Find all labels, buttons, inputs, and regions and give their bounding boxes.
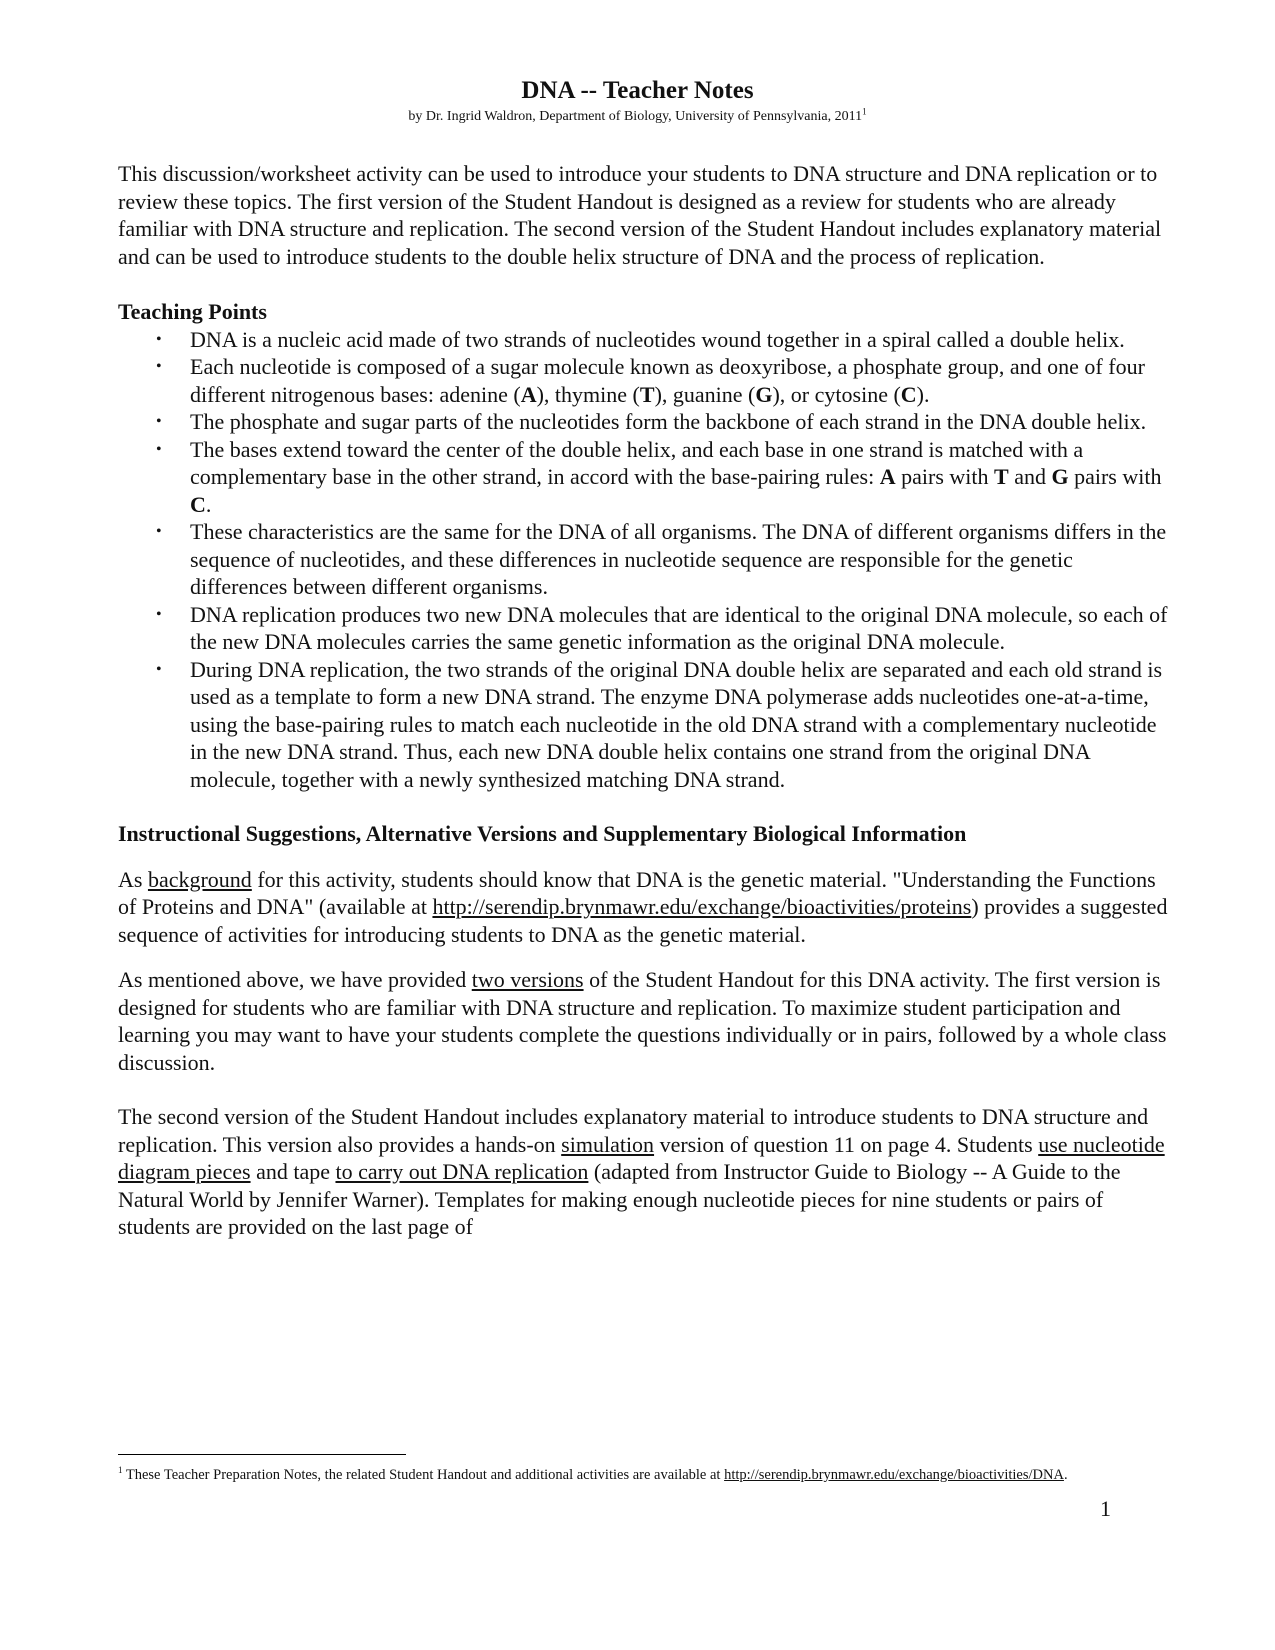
- list-item-text: During DNA replication, the two strands of the original DNA double helix are separated and each old strand is used as a template to form a new DNA strand. The enzyme DNA polymerase adds nucleotides one-at-a-time, using the base-pairing rules to match each nucleotide in the old DNA strand with a complementary nucleotide in the new DNA strand. Thus, each new DNA double helix contains one strand from the original DNA molecule, together with a newly synthesized matching DNA strand.: [190, 656, 1163, 792]
- document-title: DNA -- Teacher Notes: [521, 77, 754, 104]
- list-item-text: The phosphate and sugar parts of the nucleotides form the backbone of each strand in the DNA double helix.: [190, 409, 1147, 434]
- bullet-icon: •: [156, 358, 162, 375]
- base-letter: C: [190, 491, 206, 517]
- byline-text: by Dr. Ingrid Waldron, Department of Biology, University of Pennsylvania, 2011: [408, 109, 863, 124]
- base-letter: T: [994, 464, 1009, 489]
- proteins-activity-link[interactable]: http://serendip.brynmawr.edu/exchange/bioactivities/proteins: [432, 894, 972, 919]
- underlined-term: two versions: [471, 967, 584, 992]
- base-letter: T: [639, 381, 655, 407]
- list-item-text: Each nucleotide is composed of a sugar molecule known as deoxyribose, a phosphate group, and one of four different nitrogenous bases: adenine (A), thymine (T), guanine (G), or cytosine (C).: [190, 354, 1145, 407]
- base-letter: G: [755, 381, 773, 407]
- footnote-mark: 1: [118, 1465, 123, 1476]
- bullet-icon: •: [156, 440, 162, 458]
- base-letter: A: [520, 381, 537, 407]
- bullet-icon: •: [156, 660, 162, 678]
- underlined-term: background: [147, 866, 252, 892]
- bullet-icon: •: [156, 523, 162, 540]
- document-body: [118, 160, 1168, 1241]
- underlined-term: to carry out DNA replication: [335, 1159, 589, 1184]
- list-item: [118, 326, 1168, 354]
- bullet-icon: •: [156, 413, 162, 430]
- teaching-points-list: [118, 326, 1168, 794]
- list-item-text: The bases extend toward the center of the double helix, and each base in one strand is matched with a complementary base in the other strand, in accord with the base-pairing rules: A pairs with T and G pairs with C.: [190, 436, 1162, 517]
- bullet-icon: •: [156, 605, 162, 623]
- footnote-divider: [118, 1454, 406, 1455]
- list-item: [118, 408, 1168, 436]
- footnote-ref-mark[interactable]: 1: [862, 106, 867, 117]
- page-number: 1: [1100, 1496, 1111, 1521]
- dna-activity-link[interactable]: http://serendip.brynmawr.edu/exchange/bioactivities/DNA: [724, 1467, 1064, 1483]
- footnote: $^1$ These Teacher Preparation Notes, the related Student Handout and additional activities are available at http://serendip.brynmawr.edu/exchange/bioactivities/DNA.: [118, 1465, 1068, 1483]
- list-item: [118, 353, 1168, 408]
- second-version-paragraph: The second version of the Student Handout includes explanatory material to introduce students to DNA structure and replication. This version also provides a hands-on simulation version of question 11 on page 4. Students use nucleotide diagram pieces and tape to carry out DNA replication (adapted from Instructor Guide to Biology -- A Guide to the Natural World by Jennifer Warner). Templates for making enough nucleotide pieces for nine students or pairs of students are provided on the last page of: [118, 1104, 1165, 1239]
- base-letter: A: [879, 464, 896, 489]
- list-item: [118, 601, 1168, 656]
- teaching-points-heading: Teaching Points: [118, 299, 267, 324]
- background-paragraph: As background for this activity, students should know that DNA is the genetic material. "Understanding the Functions of Proteins and DNA" (available at http://serendip.brynmawr.edu/exchange/bioactivities/proteins) provides a suggested sequence of activities for introducing students to DNA as the genetic material.: [118, 866, 1168, 947]
- list-item-text: These characteristics are the same for the DNA of all organisms. The DNA of different organisms differs in the sequence of nucleotides, and these differences in nucleotide sequence are responsible for the genetic differences between different organisms.: [190, 519, 1167, 599]
- base-letter: G: [1051, 464, 1069, 489]
- instructional-heading: Instructional Suggestions, Alternative Versions and Supplementary Biological Information: [118, 821, 967, 846]
- versions-paragraph: As mentioned above, we have provided two versions of the Student Handout for this DNA activity. The first version is designed for students who are familiar with DNA structure and replication. To maximize student participation and learning you may want to have your students complete the questions individually or in pairs, followed by a whole class discussion.: [118, 967, 1167, 1075]
- underlined-term: use nucleotide diagram pieces: [118, 1131, 1165, 1184]
- underlined-term: simulation: [561, 1131, 655, 1157]
- base-letter: C: [900, 381, 917, 407]
- list-item: [118, 656, 1168, 794]
- bullet-icon: •: [156, 330, 162, 348]
- intro-paragraph: This discussion/worksheet activity can be used to introduce your students to DNA structure and DNA replication or to review these topics. The first version of the Student Handout is designed as a review for students who are already familiar with DNA structure and replication. The second version of the Student Handout includes explanatory material and can be used to introduce students to the double helix structure of DNA and the process of replication.: [118, 161, 1162, 269]
- list-item-text: DNA is a nucleic acid made of two strands of nucleotides wound together in a spiral called a double helix.: [190, 326, 1125, 352]
- list-item: [118, 518, 1168, 601]
- author-byline: [0, 108, 1275, 126]
- list-item: [118, 436, 1168, 519]
- list-item-text: DNA replication produces two new DNA molecules that are identical to the original DNA molecule, so each of the new DNA molecules carries the same genetic information as the original DNA molecule.: [190, 601, 1168, 654]
